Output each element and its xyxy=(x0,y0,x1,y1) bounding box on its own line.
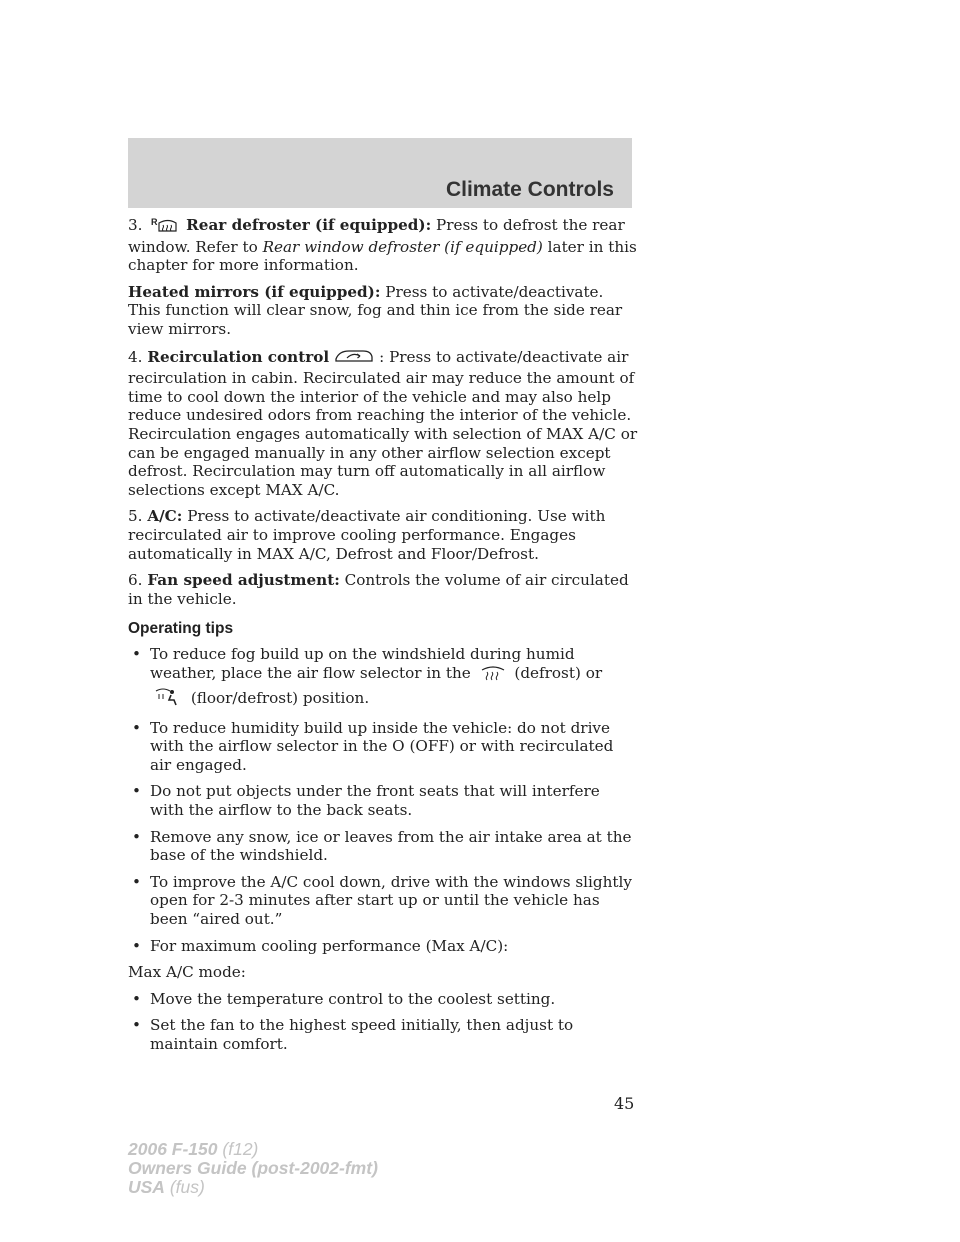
bullet: • xyxy=(132,718,141,737)
bullet: • xyxy=(132,1016,141,1035)
footer-line-1: 2006 F-150 (f12) xyxy=(128,1139,259,1159)
list-item: • Do not put objects under the front seats that will interfere with the airflow to the back seats. xyxy=(132,782,600,820)
operating-tips-list xyxy=(128,645,638,955)
item-ac: 5. A/C: Press to activate/deactivate air conditioning. Use with recirculated air to improve cooling performance. Engages automatically in MAX A/C, Defrost and Floor/Defrost. xyxy=(128,507,606,563)
footer-line-2: Owners Guide (post-2002-fmt) xyxy=(128,1158,378,1178)
header-band xyxy=(128,138,632,208)
list-item: • To reduce humidity build up inside the vehicle: do not drive with the airflow selector in the O (OFF) or with recirculated air engaged. xyxy=(132,718,614,774)
max-ac-label: Max A/C mode: xyxy=(128,963,246,982)
bullet: • xyxy=(132,644,141,663)
recirculation-icon xyxy=(333,347,375,370)
term-recirculation: Recirculation control xyxy=(147,347,330,366)
bullet: • xyxy=(132,936,141,955)
page-content xyxy=(128,216,638,1062)
page-number: 45 xyxy=(614,1094,635,1113)
list-item: • To reduce fog build up on the windshield during humid weather, place the air flow selector in the (defrost) or (floor/defrost) position. xyxy=(128,645,638,711)
item-number: 6. xyxy=(128,571,143,590)
rear-defroster-icon xyxy=(151,217,177,238)
item-fan-speed: 6. Fan speed adjustment: Controls the volume of air circulated in the vehicle. xyxy=(128,571,629,608)
max-ac-list xyxy=(128,990,638,1054)
svg-text:R: R xyxy=(151,217,158,227)
list-item: • Move the temperature control to the coolest setting. xyxy=(132,989,556,1008)
section-title: Climate Controls xyxy=(445,178,614,201)
defrost-icon xyxy=(480,663,506,686)
list-item: • Set the fan to the highest speed initially, then adjust to maintain comfort. xyxy=(132,1016,574,1053)
item-number: 3. xyxy=(128,216,143,234)
list-item: • Remove any snow, ice or leaves from the air intake area at the base of the windshield. xyxy=(132,827,632,865)
floor-defrost-icon xyxy=(154,686,182,711)
item-number: 5. xyxy=(128,507,143,526)
list-item: • For maximum cooling performance (Max A/C): xyxy=(132,936,509,955)
bullet: • xyxy=(132,782,141,801)
term-fan-speed: Fan speed adjustment: xyxy=(147,571,340,590)
item-recirculation: 4. Recirculation control : Press to activate/deactivate air recirculation in cabin. Recirculated air may reduce the amount of time to cool down the interior of the vehicle and may also help reduce undesired odors from reaching the interior of the vehicle. Recirculation engages automatically with selection of MAX A/C or can be engaged manually in any other airflow selection except defrost. Recirculation may turn off automatically in all airflow selections except MAX A/C. xyxy=(128,347,638,499)
footer-line-3: USA (fus) xyxy=(128,1177,205,1197)
term-heated-mirrors: Heated mirrors (if equipped): xyxy=(128,282,381,301)
footer xyxy=(128,1140,378,1197)
bullet: • xyxy=(132,872,141,891)
term-rear-defroster: Rear defroster (if equipped): xyxy=(186,216,432,234)
item-heated-mirrors: Heated mirrors (if equipped): Press to activate/deactivate. This function will clear snow, fog and thin ice from the side rear view mirrors. xyxy=(128,282,623,338)
item-number: 4. xyxy=(128,347,143,366)
bullet: • xyxy=(132,989,141,1008)
item-rear-defroster: 3. R Rear defroster (if equipped): Press to defrost the rear window. Refer to Rear window defroster (if equipped) later in this chapter for more information. xyxy=(128,216,637,275)
bullet: • xyxy=(132,827,141,846)
term-ac: A/C: xyxy=(147,507,183,526)
list-item: • To improve the A/C cool down, drive with the windows slightly open for 2-3 minutes after start up or until the vehicle has been “aired out.” xyxy=(132,872,632,928)
cross-reference: Rear window defroster (if equipped) xyxy=(262,237,543,256)
operating-tips-heading: Operating tips xyxy=(128,620,234,638)
